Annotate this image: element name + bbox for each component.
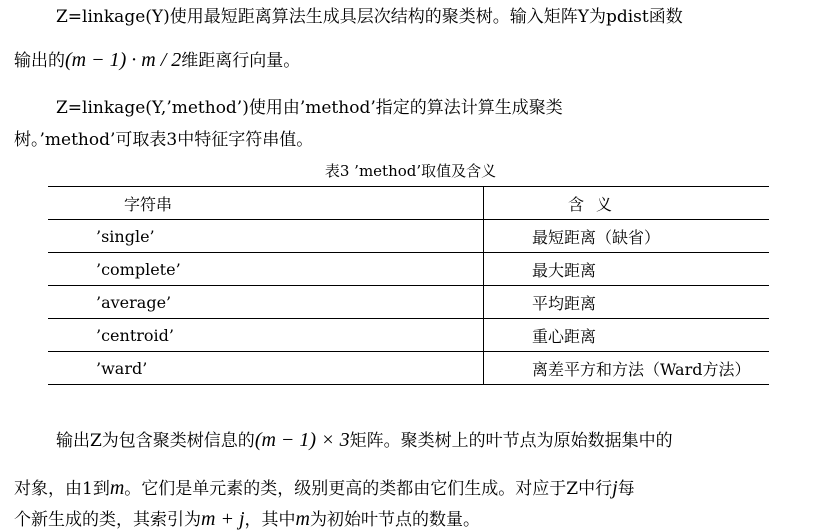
table-caption: 表3 ’method’取值及含义 xyxy=(324,162,497,180)
method-meaning-cell: 最短距离（缺省） xyxy=(484,220,770,253)
para3-line2 xyxy=(14,477,635,500)
para1-line2 xyxy=(14,49,300,72)
method-table xyxy=(48,186,769,385)
para3-text: 。它们是单元素的类，级别更高的类都由它们生成。对应于Z中行 xyxy=(124,479,613,499)
header-string: 字符串 xyxy=(48,187,484,220)
para3-line1 xyxy=(56,429,673,452)
para2-line1: Z=linkage(Y,’method’)使用由’method’指定的算法计算生成聚类 xyxy=(56,98,563,118)
formula-vector-length: (m − 1) · m / 2 xyxy=(65,49,182,71)
table-row xyxy=(48,220,769,253)
table-header-row xyxy=(48,187,769,220)
method-name-cell: ’average’ xyxy=(48,286,484,319)
method-meaning-cell: 平均距离 xyxy=(484,286,770,319)
para2-line2: 树。’method’可取表3中特征字符串值。 xyxy=(14,130,314,150)
para3-line1-prefix: 输出Z为包含聚类树信息的 xyxy=(56,431,255,451)
para3-line1-suffix: 矩阵。聚类树上的叶节点为原始数据集中的 xyxy=(349,431,673,451)
para1-line1: Z=linkage(Y)使用最短距离算法生成具层次结构的聚类树。输入矩阵Y为pdist函数 xyxy=(56,7,683,27)
method-name-cell: ’ward’ xyxy=(48,352,484,385)
para3-text: 为初始叶节点的数量。 xyxy=(309,510,480,530)
table-row xyxy=(48,253,769,286)
method-name-cell: ’single’ xyxy=(48,220,484,253)
table-row xyxy=(48,319,769,352)
method-meaning-cell: 最大距离 xyxy=(484,253,770,286)
method-name-cell: ’centroid’ xyxy=(48,319,484,352)
header-meaning: 含义 xyxy=(484,187,770,220)
math-j: j xyxy=(612,477,618,499)
math-m: m xyxy=(109,477,125,499)
table-row xyxy=(48,286,769,319)
formula-index: m + j xyxy=(201,508,245,530)
formula-matrix-size: (m − 1) × 3 xyxy=(254,429,350,451)
math-m: m xyxy=(295,508,310,530)
method-name-cell: ’complete’ xyxy=(48,253,484,286)
para3-text: 个新生成的类，其索引为 xyxy=(14,510,201,530)
para3-text: 每 xyxy=(617,479,635,499)
para3-text: 对象，由1到 xyxy=(14,479,110,499)
para3-text: ，其中 xyxy=(244,510,296,530)
method-meaning-cell: 重心距离 xyxy=(484,319,770,352)
para1-line2-prefix: 输出的 xyxy=(14,51,65,71)
para1-line2-suffix: 维距离行向量。 xyxy=(181,51,301,71)
method-meaning-cell: 离差平方和方法（Ward方法） xyxy=(484,352,770,385)
table-row xyxy=(48,352,769,385)
para3-line3 xyxy=(14,508,480,531)
